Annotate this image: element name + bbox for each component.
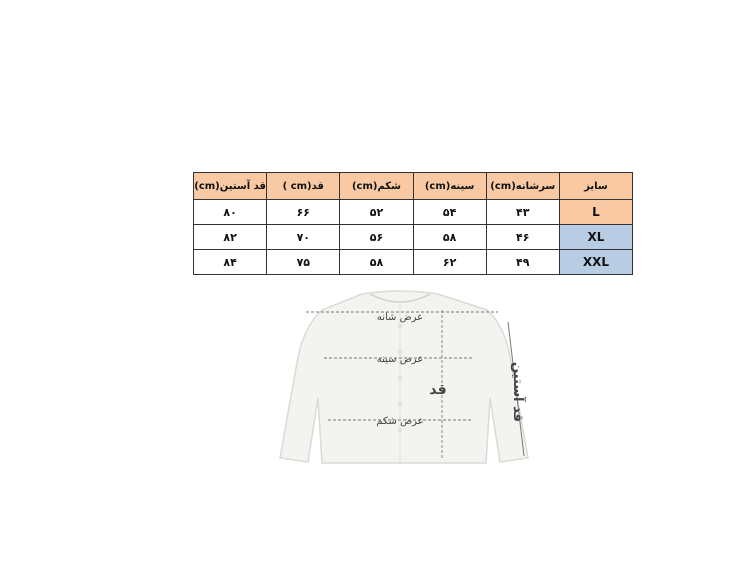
size-cell: L — [559, 200, 632, 225]
table-header-row — [194, 173, 633, 200]
shoulder-label: عرض شانه — [376, 312, 424, 323]
header-shoulder: سرشانه(cm) — [486, 173, 559, 200]
header-waist: شکم(cm) — [340, 173, 413, 200]
chest-label: عرض سینه — [376, 354, 424, 365]
table-cell: ۸۰ — [194, 200, 267, 225]
table-cell: ۴۶ — [486, 225, 559, 250]
table-cell: ۵۸ — [413, 225, 486, 250]
table-cell: ۷۵ — [267, 250, 340, 275]
table-cell: ۴۳ — [486, 200, 559, 225]
table-cell: ۵۸ — [340, 250, 413, 275]
table-cell: ۶۲ — [413, 250, 486, 275]
table-cell: ۷۰ — [267, 225, 340, 250]
header-length: قد(cm ) — [267, 173, 340, 200]
table-cell: ۴۹ — [486, 250, 559, 275]
length-label: قد — [429, 382, 447, 398]
table-cell: ۸۲ — [194, 225, 267, 250]
size-cell: XXL — [559, 250, 632, 275]
table-cell: ۸۴ — [194, 250, 267, 275]
table-row — [194, 250, 633, 275]
table-cell: ۶۶ — [267, 200, 340, 225]
table-row — [194, 225, 633, 250]
shirt-illustration — [262, 288, 552, 468]
table-cell: ۵۶ — [340, 225, 413, 250]
waist-label: عرض شکم — [376, 416, 424, 427]
size-table — [193, 172, 633, 275]
shirt-measurement-diagram — [262, 288, 552, 468]
size-cell: XL — [559, 225, 632, 250]
header-size: سایز — [559, 173, 632, 200]
sleeve-label: قد آستین — [510, 361, 525, 423]
header-chest: سینه(cm) — [413, 173, 486, 200]
table-row — [194, 200, 633, 225]
table-cell: ۵۲ — [340, 200, 413, 225]
header-sleeve-length: قد آستین(cm) — [194, 173, 267, 200]
table-cell: ۵۴ — [413, 200, 486, 225]
